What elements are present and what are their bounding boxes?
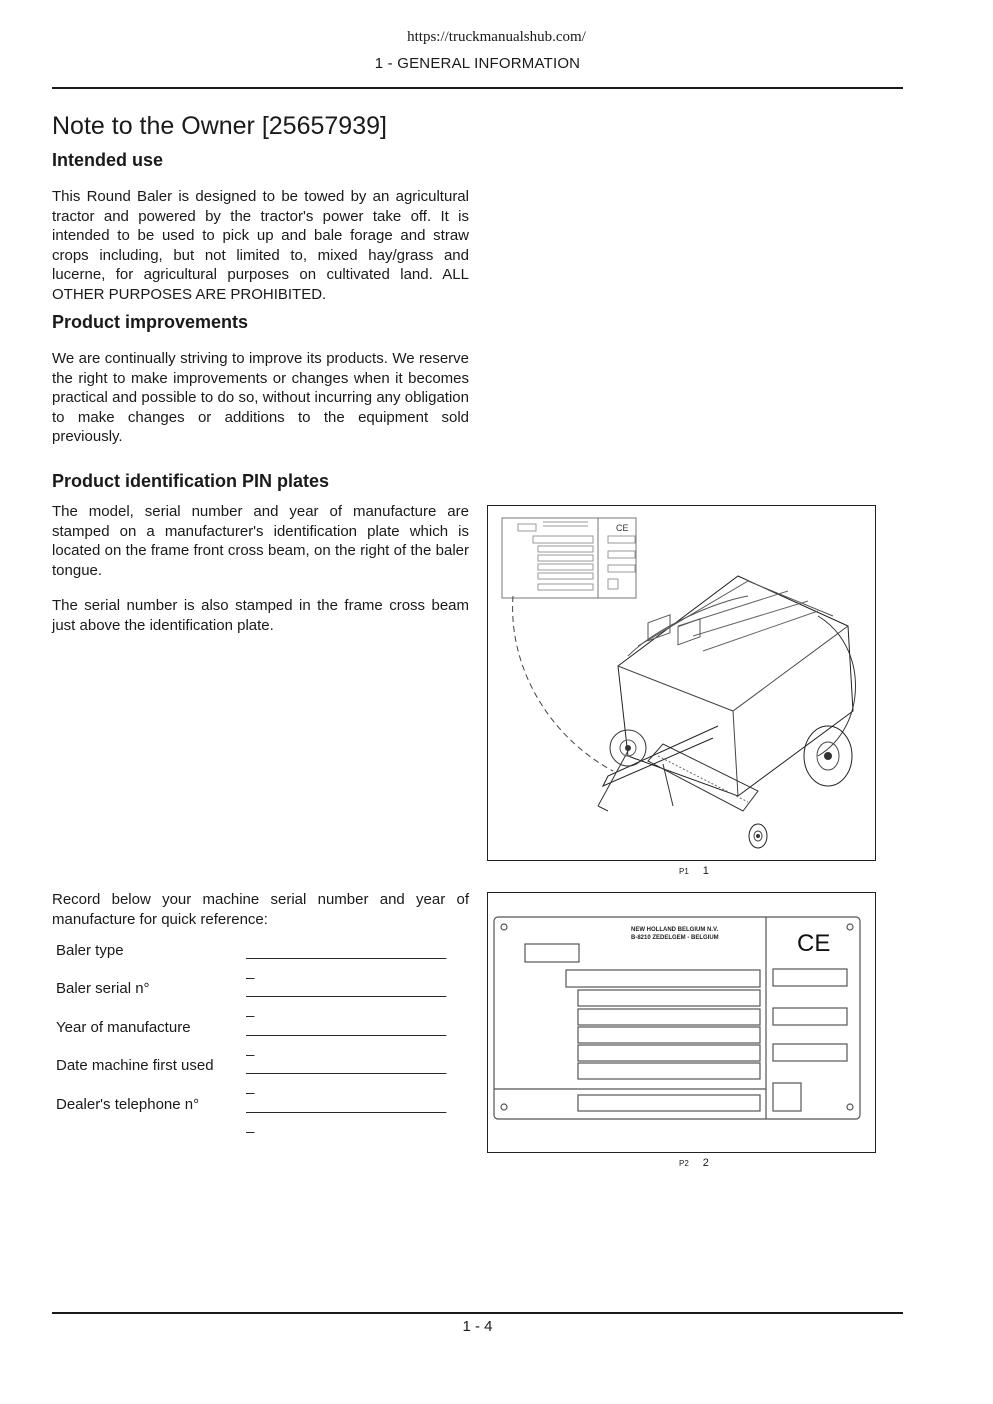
plate-maker-line-1: NEW HOLLAND BELGIUM N.V. [631,927,719,933]
figure-1-ref: P1 [679,867,689,876]
record-line-dealer-phone[interactable]: ________________________ [246,1097,447,1114]
record-label-baler-serial: Baler serial n° [56,980,150,997]
record-label-baler-type: Baler type [56,942,124,959]
record-label-first-used: Date machine first used [56,1057,214,1074]
pin-plates-para2: The serial number is also stamped in the frame cross beam just above the identification plate. [52,597,469,634]
record-dash: _ [246,1078,255,1095]
improvements-text: We are continually striving to improve its products. We reserve the right to make improvements or changes when it becomes practical and possible to do so, without incurring any obligation to make changes or additions to the equipment sold previously. [52,350,469,445]
improvements-heading: Product improvements [52,312,249,332]
record-dash: _ [246,1040,255,1057]
figure-2-number: 2 [702,1157,709,1169]
record-dash: _ [246,1117,255,1134]
pin-plates-para1: The model, serial number and year of manufacture are stamped on a manufacturer's identification plate which is located on the frame front cross beam, on the right of the baler tongue. [52,503,469,579]
record-label-year: Year of manufacture [56,1019,191,1036]
record-dash: _ [246,1001,255,1018]
record-line-year[interactable]: ________________________ [246,1020,447,1037]
header-divider [52,87,903,89]
figure-1-baler-illustration [487,505,876,861]
record-line-baler-serial[interactable]: ________________________ [246,981,447,998]
record-dash: _ [246,963,255,980]
figure-1-caption [679,865,709,877]
page-title: Note to the Owner [25657939] [52,112,387,140]
plate-drawing [488,893,875,1152]
figure-2-caption [679,1157,709,1169]
footer-divider [52,1312,903,1314]
figure-2-id-plate [487,892,876,1153]
figure-1-number: 1 [702,865,709,877]
inset-ce-mark: CE [616,523,629,533]
section-header: 1 - GENERAL INFORMATION [374,55,581,72]
pin-plates-heading: Product identification PIN plates [52,471,330,491]
record-line-baler-type[interactable]: ________________________ [246,943,447,960]
intended-use-text: This Round Baler is designed to be towed by an agricultural tractor and powered by the tractor's power take off. It is intended to be used to pick up and bale forage and straw crops including, but not limited to, mixed hay/grass and lucerne, for agricultural purposes on cultivated land. ALL OTHER PURPOSES ARE PROHIBITED. [52,188,469,303]
record-line-first-used[interactable]: ________________________ [246,1058,447,1075]
record-intro: Record below your machine serial number and year of manufacture for quick reference: [52,891,469,928]
page-number: 1 - 4 [462,1318,493,1335]
plate-maker-line-2: B-8210 ZEDELGEM - BELGIUM [631,935,719,941]
intended-use-heading: Intended use [52,150,164,170]
baler-shading [625,745,832,838]
header-url[interactable]: https://truckmanualshub.com/ [407,29,586,45]
ce-mark: CE [797,930,831,957]
record-label-dealer-phone: Dealer's telephone n° [56,1096,200,1113]
baler-drawing [488,506,875,860]
figure-2-ref: P2 [679,1159,689,1168]
